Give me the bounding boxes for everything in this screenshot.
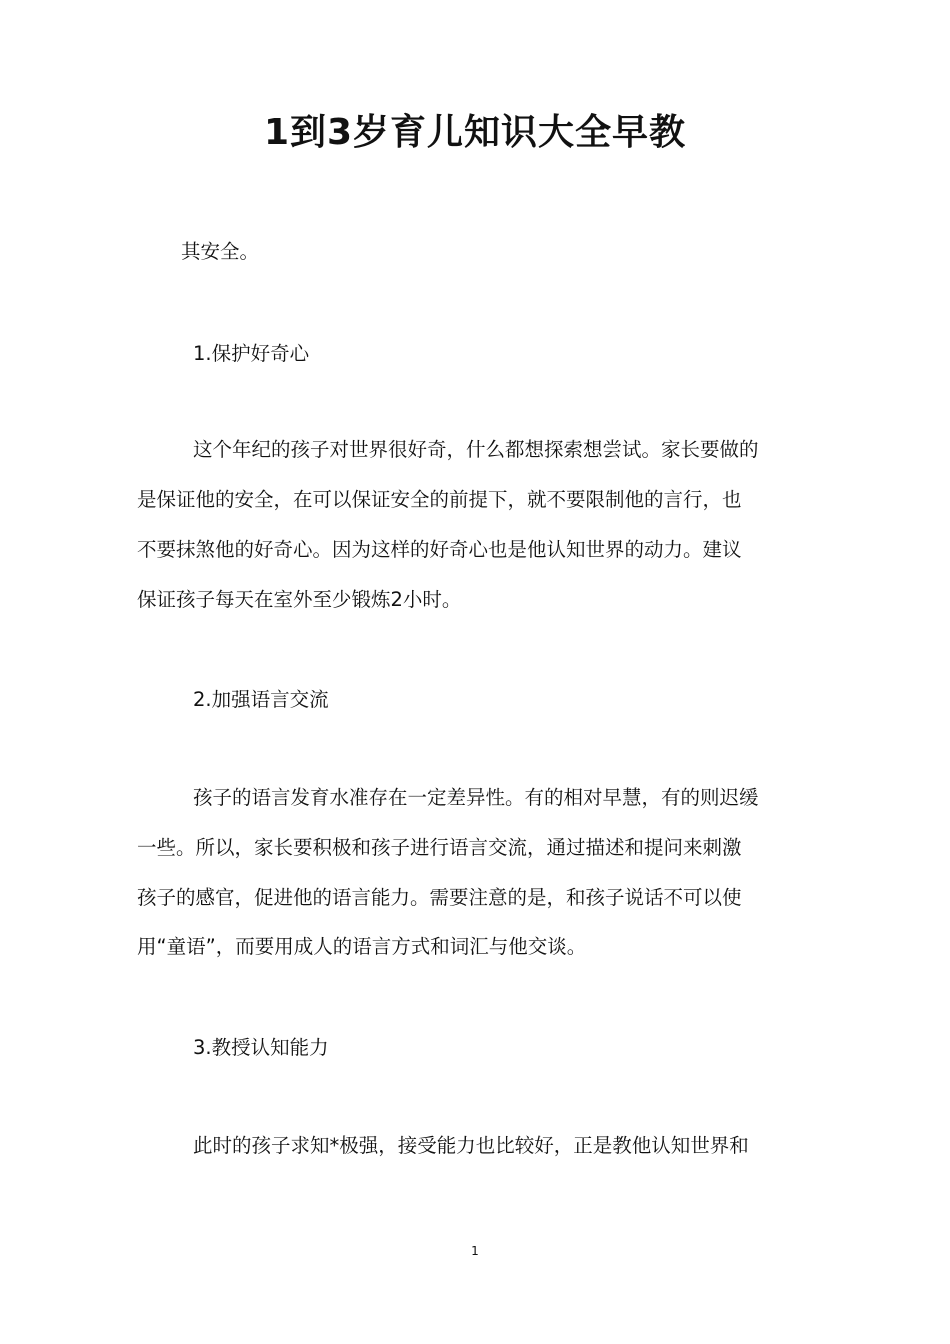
text-line: 其安全。 [181, 240, 260, 263]
text-line: 孩子的感官，促进他的语言能力。需要注意的是，和孩子说话不可以使 [137, 886, 742, 909]
text-line: 不要抹煞他的好奇心。因为这样的好奇心也是他认知世界的动力。建议 [137, 538, 742, 561]
text-line: 保证孩子每天在室外至少锻炼2小时。 [137, 588, 462, 611]
section-heading: 3.教授认知能力 [193, 1036, 329, 1059]
text-line: 孩子的语言发育水准存在一定差异性。有的相对早慧，有的则迟缓 [193, 786, 759, 809]
section-heading: 1.保护好奇心 [193, 342, 310, 365]
text-line: 此时的孩子求知*极强，接受能力也比较好，正是教他认知世界和 [193, 1134, 749, 1157]
text-line: 一些。所以，家长要积极和孩子进行语言交流，通过描述和提问来刺激 [137, 836, 742, 859]
page-number: 1 [471, 1244, 479, 1258]
text-line: 是保证他的安全，在可以保证安全的前提下，就不要限制他的言行，也 [137, 488, 742, 511]
text-line: 用“童语”，而要用成人的语言方式和词汇与他交谈。 [137, 935, 587, 958]
text-line: 这个年纪的孩子对世界很好奇，什么都想探索想尝试。家长要做的 [193, 438, 759, 461]
section-heading: 2.加强语言交流 [193, 688, 329, 711]
document-title: 1到3岁育儿知识大全早教 [263, 112, 687, 153]
